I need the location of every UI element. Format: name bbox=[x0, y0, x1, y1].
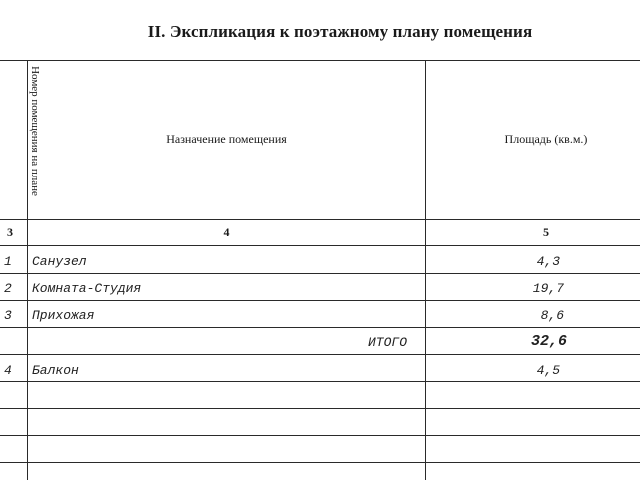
table-line bbox=[0, 381, 640, 382]
room-number: 3 bbox=[4, 308, 12, 323]
table-line bbox=[0, 327, 640, 328]
total-area: 32,6 bbox=[530, 333, 567, 350]
room-name: Прихожая bbox=[32, 308, 95, 323]
header-room-number: Номер помещения на плане bbox=[29, 66, 41, 196]
column-number: 4 bbox=[223, 225, 230, 239]
table-line bbox=[0, 354, 640, 355]
table-line bbox=[0, 219, 640, 220]
room-area: 19,7 bbox=[532, 281, 564, 296]
total-label: ИТОГО bbox=[368, 335, 408, 350]
table-line bbox=[0, 300, 640, 301]
table-line bbox=[0, 435, 640, 436]
room-name: Санузел bbox=[32, 254, 87, 269]
room-area: 4,3 bbox=[536, 254, 560, 269]
column-number: 3 bbox=[7, 225, 13, 239]
header-area: Площадь (кв.м.) bbox=[504, 132, 588, 146]
room-area: 8,6 bbox=[540, 308, 564, 323]
table-line bbox=[0, 273, 640, 274]
table-line bbox=[0, 462, 640, 463]
room-name: Комната-Студия bbox=[32, 281, 142, 296]
table-line bbox=[425, 60, 426, 480]
document-title: II. Экспликация к поэтажному плану помещения bbox=[147, 22, 533, 41]
table-line bbox=[0, 60, 640, 61]
room-name: Балкон bbox=[32, 363, 79, 378]
room-number: 4 bbox=[4, 363, 12, 378]
room-number: 1 bbox=[4, 254, 12, 269]
column-number: 5 bbox=[543, 225, 549, 239]
table-line bbox=[0, 408, 640, 409]
room-number: 2 bbox=[4, 281, 12, 296]
room-area: 4,5 bbox=[536, 363, 560, 378]
table-line bbox=[0, 245, 640, 246]
header-room-purpose: Назначение помещения bbox=[166, 132, 287, 146]
